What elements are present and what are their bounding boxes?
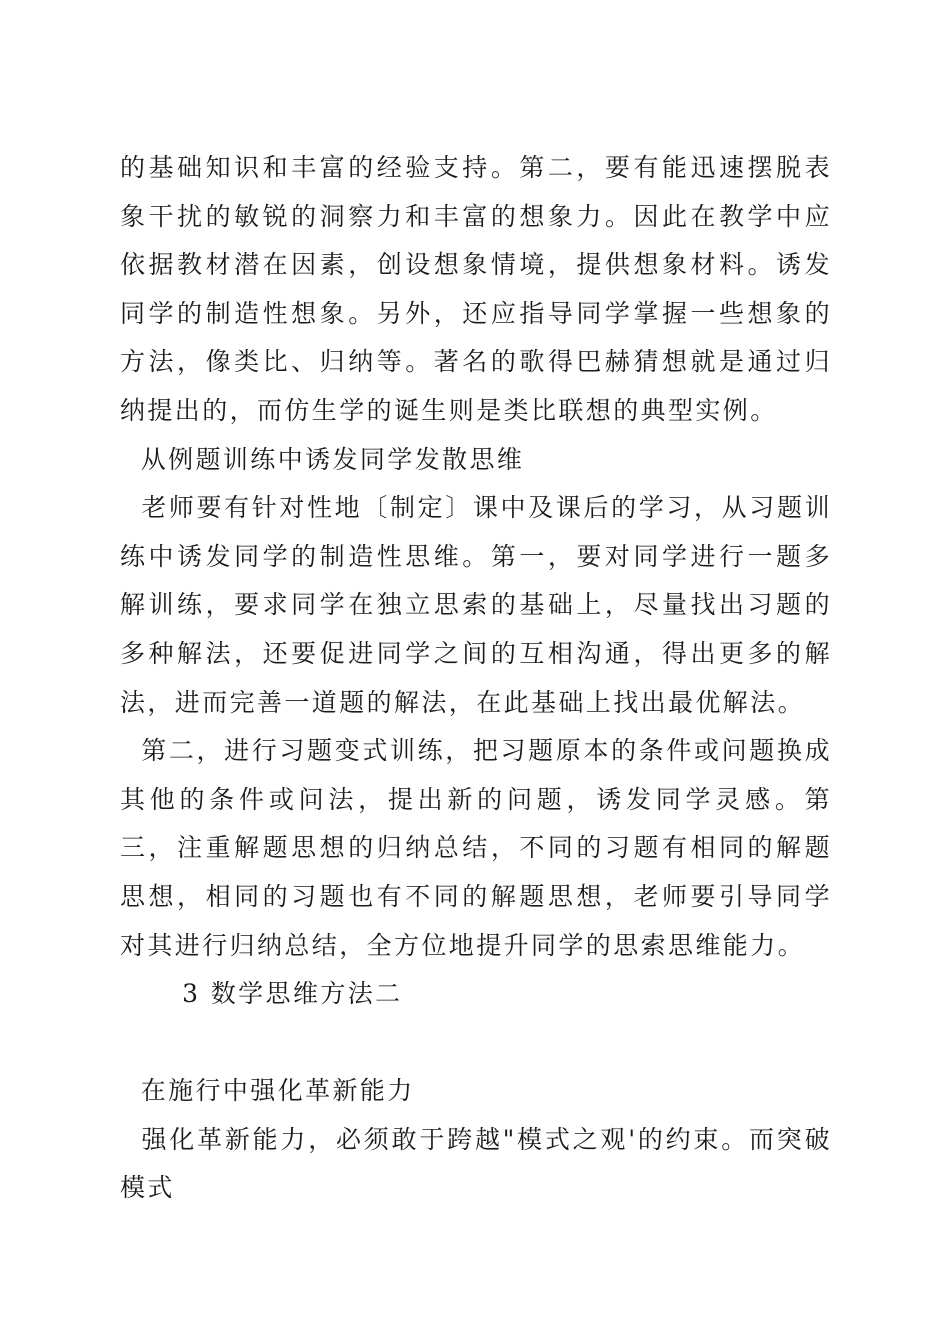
paragraph-imagination-methods: 的基础知识和丰富的经验支持。第二，要有能迅速摆脱表象干扰的敏锐的洞察力和丰富的想象力。因此在教学中应依据教材潜在因素，创设想象情境，提供想象材料。诱发同学的制造性想象。另外，还应指导同学掌握一些想象的方法，像类比、归纳等。著名的歌得巴赫猜想就是通过归纳提出的，而仿生学的诞生则是类比联想的典型实例。 bbox=[120, 153, 832, 425]
section-title-math-thinking-method-2: 3 数学思维方法二 bbox=[120, 979, 403, 1009]
paragraph-break-pattern: 强化革新能力，必须敢于跨越"模式之观'的约束。而突破模式 bbox=[120, 1124, 832, 1203]
paragraph-variant-training: 第二，进行习题变式训练，把习题原本的条件或问题换成其他的条件或问法，提出新的问题，诱发同学灵感。第三，注重解题思想的归纳总结，不同的习题有相同的解题思想，相同的习题也有不同的解题思想，老师要引导同学对其进行归纳总结，全方位地提升同学的思索思维能力。 bbox=[120, 736, 832, 960]
heading-strengthen-innovation: 在施行中强化革新能力 bbox=[120, 1076, 415, 1106]
body-text bbox=[120, 144, 832, 1213]
paragraph-one-problem-many-solutions: 老师要有针对性地〔制定〕课中及课后的学习，从习题训练中诱发同学的制造性思维。第一，要对同学进行一题多解训练，要求同学在独立思索的基础上，尽量找出习题的多种解法，还要促进同学之间的互相沟通，得出更多的解法，进而完善一道题的解法，在此基础上找出最优解法。 bbox=[120, 493, 832, 717]
blank-line bbox=[120, 1019, 832, 1068]
heading-example-training: 从例题训练中诱发同学发散思维 bbox=[120, 444, 525, 474]
